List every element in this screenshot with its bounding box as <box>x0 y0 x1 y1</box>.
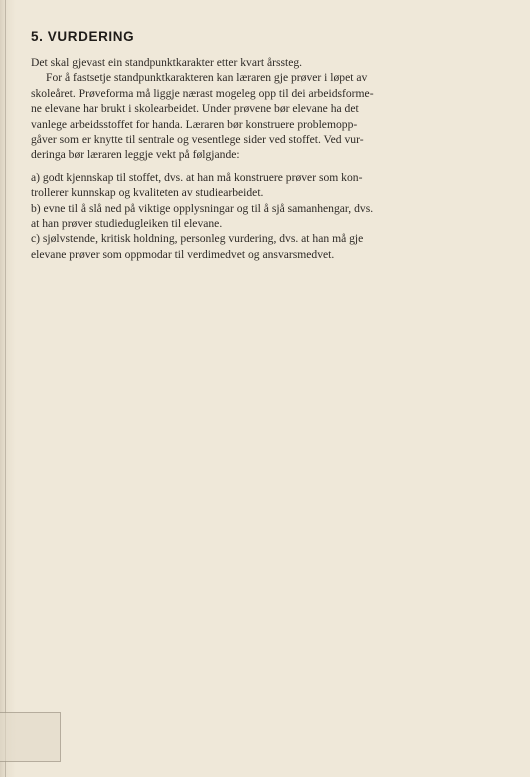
paragraph-line: skoleåret. Prøveforma må liggje nærast mogeleg opp til dei arbeidsforme- <box>31 86 374 100</box>
paragraph-gap <box>31 163 431 170</box>
list-item-line: at han prøver studiedugleiken til elevane. <box>31 217 223 231</box>
list-item-line: b) evne til å slå ned på viktige opplysningar og til å sjå samanhengar, dvs. <box>31 201 374 215</box>
list-item-line: trollerer kunnskap og kvaliteten av studiearbeidet. <box>31 186 264 200</box>
paragraph-line: deringa bør læraren leggje vekt på følgjande: <box>31 148 240 162</box>
binding-edge <box>5 0 6 777</box>
paragraph-line: ne elevane har brukt i skolearbeidet. Under prøvene bør elevane ha det <box>31 102 359 116</box>
paragraph-line: gåver som er knytte til sentrale og vesentlege sider ved stoffet. Ved vur- <box>31 133 364 147</box>
list-item-line: a) godt kjennskap til stoffet, dvs. at han må konstruere prøver som kon- <box>31 170 363 184</box>
page-tab-mark <box>0 712 61 762</box>
paragraph-line: vanlege arbeidsstoffet for handa. Læraren bør konstruere problemopp- <box>31 117 358 131</box>
paragraph-line: For å fastsetje standpunktkarakteren kan læraren gje prøver i løpet av <box>46 71 368 85</box>
body-text <box>31 55 431 262</box>
section-heading: 5. VURDERING <box>31 29 135 44</box>
paragraph-line: Det skal gjevast ein standpunktkarakter etter kvart årssteg. <box>31 56 303 69</box>
list-item-line: elevane prøver som oppmodar til verdimedvet og ansvarsmedvet. <box>31 247 335 261</box>
list-item-line: c) sjølvstende, kritisk holdning, personleg vurdering, dvs. at han må gje <box>31 232 364 246</box>
